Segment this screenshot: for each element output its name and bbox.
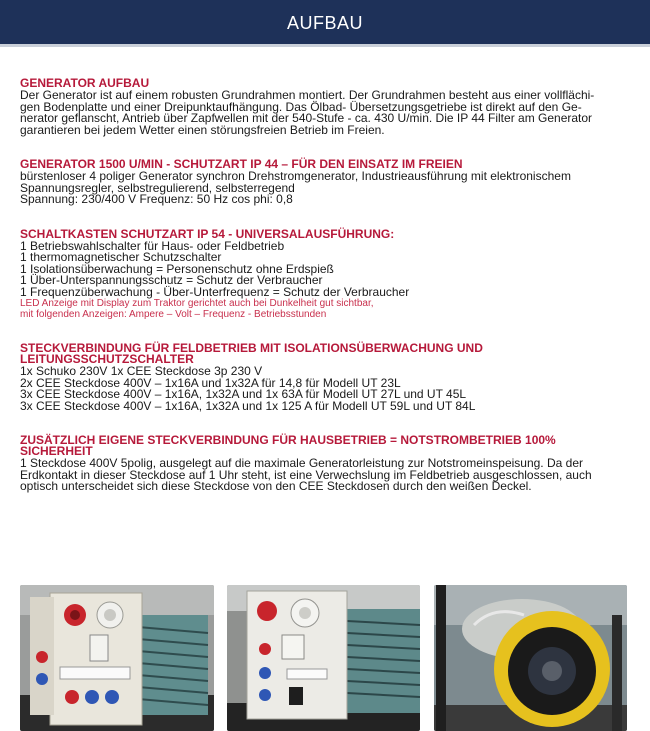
text-line: 1 Betriebswahlschalter für Haus- oder Feldbetrieb — [20, 238, 285, 253]
text-line: Spannung: 230/400 V Frequenz: 50 Hz cos phi: 0,8 — [20, 192, 293, 206]
section-title — [20, 435, 620, 457]
photo-gallery — [20, 585, 627, 731]
content-area — [20, 78, 620, 516]
text-line: garantieren bei jedem Wetter einen störungsfreien Betrieb im Freien. — [20, 122, 385, 137]
text-line: 1 Steckdose 400V 5polig, ausgelegt auf die maximale Generatorleistung zur Notstromeinspeisung. Da der — [20, 456, 583, 470]
text-line: 3x CEE Steckdose 400V – 1x16A, 1x32A und 1x 125 A für Modell UT 59L und UT 84L — [20, 398, 476, 413]
text-line: optisch unterscheidet sich diese Steckdose von den CEE Steckdosen durch den weißen Deckel. — [20, 479, 532, 493]
section-body — [20, 458, 620, 493]
text-line: gen Bodenplatte und einer Dreipunktaufhängung. Das Ölbad- Übersetzungsgetriebe ist direkt auf den Ge- — [20, 99, 582, 114]
text-line: 1x Schuko 230V 1x CEE Steckdose 3p 230 V — [20, 364, 263, 378]
generator-flange-image — [434, 585, 627, 731]
text-line: Erdkontakt in dieser Steckdose auf 1 Uhr steht, ist eine Verwechslung im Feldbetrieb ausgeschlossen, auch — [20, 467, 592, 482]
section-generator-aufbau — [20, 78, 620, 136]
section-body — [20, 238, 620, 299]
section-title: SCHALTKASTEN SCHUTZART IP 54 - UNIVERSALAUSFÜHRUNG: — [20, 226, 395, 241]
text-line: 1 Frequenzüberwachung - Über-Unterfrequenz = Schutz der Verbraucher — [20, 284, 410, 299]
photo-switchbox-front — [20, 585, 214, 731]
section-schaltkasten — [20, 226, 620, 321]
text-line: nerator geflanscht, Antrieb über Zapfwellen mit der 540-Stufe - ca. 430 U/min. Die IP 44 Filter am Generator — [20, 111, 593, 125]
text-line: 1 Isolationsüberwachung = Personenschutz ohne Erdspieß — [20, 261, 334, 276]
text-line: Der Generator ist auf einem robusten Grundrahmen montiert. Der Grundrahmen besteht aus einer vollflächi- — [20, 88, 595, 102]
led-note — [20, 298, 620, 320]
section-title: GENERATOR AUFBAU — [20, 76, 150, 90]
switchbox-side-image — [227, 585, 420, 731]
section-generator-1500 — [20, 159, 620, 206]
note-line: mit folgenden Anzeigen: Ampere – Volt – Frequenz - Betriebsstunden — [20, 309, 327, 320]
title-line: LEITUNGSSCHUTZSCHALTER — [20, 352, 194, 366]
photo-generator-flange — [434, 585, 627, 731]
text-line: bürstenloser 4 poliger Generator synchron Drehstromgenerator, Industrieausführung mit elektronischem — [20, 169, 571, 183]
text-line: 2x CEE Steckdose 400V – 1x16A und 1x32A für 14,8 für Modell UT 23L — [20, 375, 401, 390]
text-line: 1 Über-Unterspannungsschutz = Schutz der Verbraucher — [20, 273, 323, 287]
section-steckverbindung-haus — [20, 435, 620, 493]
title-line: STECKVERBINDUNG FÜR FELDBETRIEB MIT ISOLATIONSÜBERWACHUNG UND — [20, 341, 483, 355]
page-title: AUFBAU — [286, 13, 363, 33]
switchbox-front-image — [20, 585, 214, 731]
section-body — [20, 90, 620, 136]
title-line: ZUSÄTZLICH EIGENE STECKVERBINDUNG FÜR HAUSBETRIEB = NOTSTROMBETRIEB 100% — [20, 433, 556, 447]
section-title — [20, 343, 620, 365]
note-line: LED Anzeige mit Display zum Traktor gerichtet auch bei Dunkelheit gut sichtbar, — [20, 298, 374, 309]
photo-switchbox-side — [227, 585, 420, 731]
text-line: Spannungsregler, selbstregulierend, selbsterregend — [20, 180, 295, 195]
section-body — [20, 366, 620, 412]
title-line: SICHERHEIT — [20, 444, 93, 458]
section-steckverbindung-feld — [20, 343, 620, 412]
section-title: GENERATOR 1500 U/MIN - SCHUTZART IP 44 – FÜR DEN EINSATZ IM FREIEN — [20, 157, 463, 171]
page-header — [0, 0, 650, 47]
section-body — [20, 171, 620, 206]
text-line: 3x CEE Steckdose 400V – 1x16A, 1x32A und 1x 63A für Modell UT 27L und UT 45L — [20, 387, 467, 401]
text-line: 1 thermomagnetischer Schutzschalter — [20, 250, 222, 264]
